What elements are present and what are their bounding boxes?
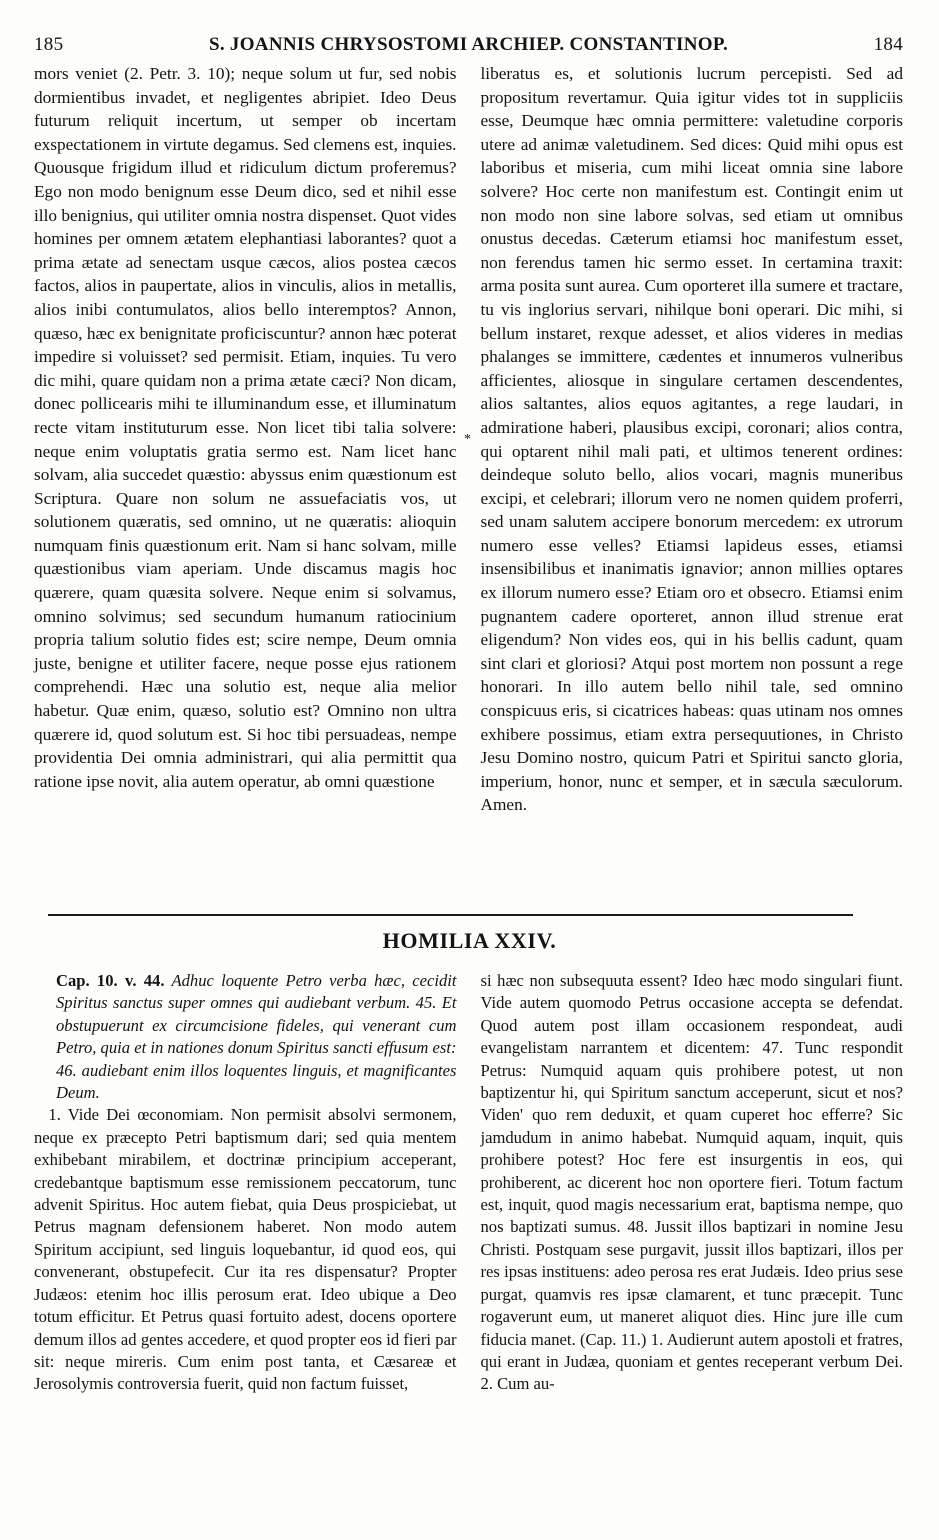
top-right-text: liberatus es, et solutionis lucrum percepisti. Sed ad propositum revertamur. Quia igitur vides tot in suppliciis esse, Deumque hæc omnia permittere: valetudine corporis utere ad animæ valetudinem. Sed dices: Quid mihi opus est laboribus et miseria, cum mihi liceat omnia sine labore solvere? Hoc certe non manifestum est. Contingit enim ut non modo non sine labore solvas, sed etiam ut omnibus onustus decedas. Cæterum etiamsi hoc manifestum esset, non ferendus tamen hic sermo esset. In certamina traxit: arma posita sunt aurea. Cum oporteret illa sumere et tractare, tu vis inglorius servari, nihilque boni operari. Dic mihi, si bellum instaret, rexque adesset, et alios videres in medias phalanges se immittere, cædentes et innumeros vulneribus afficientes, aliosque in singulare certamen descendentes, alios saltantes, alios equos agitantes, a rege laudari, in admiratione haberi, plausibus excipi, coronari; alios contra, qui optarent nihil mali pati, et ultimos tenerent ordines: deindeque soluto bello, alios vocari, magnis muneribus excipi, et celebrari; illorum vero ne nomen quidem proferri, sed unam salutem accipere bonorum mercedem: ex utrorum numero esse velles? Etiamsi lapideus esses, etiamsi insensibilibus et inanimatis ignavior; annon millies optares ex illorum numero esse? Etiam oro et obsecro. Etiamsi enim pugnantem cadere oporteret, annon illud strenue erat eligendum? Non vides eos, qui in his bellis cadunt, quam sint clari et gloriosi? Atqui post mortem non possunt a rege honorari. In illo autem bello nihil tale, sed omnino conspicuus eris, si cicatrices habeas: quas utinam nos omnes exhibere possimus, etiam extra persequutiones, in Christo Jesu Domino nostro, quicum Patri et Spiritui sancto gloria, imperium, honor, nunc et semper, et in sæcula sæculorum. Amen. — [480, 64, 903, 815]
homily-paragraph-1 — [34, 1104, 457, 1395]
bottom-left-column — [34, 970, 457, 1530]
homily-right-text: si hæc non subsequuta essent? Ideo hæc modo singulari fiunt. Vide autem quomodo Petrus occasione accepta se defendat. Quod autem post illam occasionem respondeat, audi evangelistam narrantem et dicentem: 47. Tunc respondit Petrus: Numquid aquam quis prohibere potest, ut non baptizentur hi, qui Spiritum sanctum acceperunt, sicut et nos? Viden' quo rem deduxit, et quam cuperet hoc efferre? Sic jamdudum in animo habebat. Numquid aquam, inquit, quis prohibere potest? Hoc fere est insurgentis in eos, qui prohiberent, ac dicerent hoc non oportere fieri. Totum factum est, inquit, quod magis necessarium erat, baptisma nempe, quo nos baptizati sumus. 48. Jussit illos baptizari in nomine Jesu Christi. Postquam sese purgavit, jussit illos baptizari, illos per res ipsas instituens: adeo perosa res erat Judæis. Ideo prius sese purgat, quamvis res ipsæ clamarent, et tunc præcepit. Tunc rogaverunt eum, ut maneret aliquot dies. Hinc jure ille cum fiducia manet. (Cap. 11.) 1. Audierunt autem apostoli et fratres, qui erant in Judæa, quoniam et gentes receperant verbum Dei. 2. Cum au- — [480, 971, 903, 1394]
lemma-reference: Cap. 10. v. 44. — [56, 971, 165, 990]
page-number-right: 184 — [873, 34, 903, 55]
top-columns — [34, 62, 903, 910]
homily-title: HOMILIA XXIV. — [382, 928, 557, 953]
top-left-text: mors veniet (2. Petr. 3. 10); neque solum ut fur, sed nobis dormientibus invadet, et negligentes abripiet. Ideo Deus futurum reliquit incertum, ut semper ob incertam exspectationem in virtute degamus. Sed clemens est, inquies. Quousque frigidum illud et ridiculum dictum proferemus? Ego non modo benignum esse Deum dico, sed et nihil esse illo benignius, qui utiliter omnia nostra dispenset. Quot vides homines per omnem ætatem elephantiasi laborantes? quot a prima ætate ad senectam usque cæcos, alios postea cæcos factos, alios in paupertate, alios in vinculis, alios in metallis, alios inibi contumulatos, alios bello interemptos? Annon, quæso, hæc ex benignitate proficiscuntur? annon hæc poterat impedire si voluisset? sed permisit. Etiam, inquies. Tu vero dic mihi, quare quidam non a prima ætate cæci? Non dicam, donec pollicearis mihi te illuminandum esse, et illuminatum recte vitam instituturum esse. Non licet tibi talia solvere: neque enim voluptatis gratia sermo est. Nam licet hanc solvam, alia succedet quæstio: abyssus enim quæstionum est Scriptura. Quare non solum ne assuefaciatis vos, ut solutionem quæratis, sed omnino, ut ne quæratis: alioquin numquam finis quæstionum erit. Nam si hanc solvam, mille quæstionibus viam aperiam. Unde discamus magis hoc quærere, quam quæsita solvere. Neque enim si solvamus, omnino solvimus; sed secundum humanum ratiocinium propria talium solutio fides est; scire nempe, Deum omnia juste, benigne et utiliter facere, neque posse ejus rationem comprehendi. Hæc una solutio est, neque alia melior habetur. Quæ enim, quæso, solutio est? Omnino non ultra quærere id, quod solutum est. Si hoc tibi persuadeas, nempe providentia Dei omnia administrari, qui alia permittit qua ratione ipse novit, alia autem operatur, ab omni quæstione — [34, 64, 457, 791]
scripture-lemma — [34, 970, 457, 1104]
top-right-column — [481, 62, 904, 910]
bottom-columns — [34, 970, 903, 1530]
bottom-right-column — [481, 970, 904, 1530]
homily-left-text: Vide Dei œconomiam. Non permisit absolvi sermonem, neque ex præcepto Petri baptismum dari; sed quia mentem exhibebant mirabilem, et doctrinæ principium acceperant, credebantque baptismum esse remissionem peccatorum, tunc advenit Spiritus. Hoc autem fiebat, quia Deus prospiciebat, ut Petrus magnam defensionem haberet. Non modo autem Spiritum accipiunt, sed linguis loquebantur, id quod eos, qui convenerant, obstupefecit. Cur ita res dispensatur? Propter Judæos: etenim hoc illis perosum erat. Ideo ubique a Deo totum efficitur. Et Petrus quasi fortuito adest, docens oportere demum illos ad gentes accedere, et quod propter eos id fieri par sit: neque mireris. Cum enim post tanta, et Cæsareæ et Jerosolymis controversia fuerit, quid non factum fuisset, — [34, 1105, 457, 1394]
running-header — [34, 34, 903, 60]
running-title: S. JOANNIS CHRYSOSTOMI ARCHIEP. CONSTANTINOP. — [208, 34, 729, 55]
top-left-column — [34, 62, 457, 910]
page-number-left: 185 — [34, 34, 64, 55]
lemma-text: Adhuc loquente Petro verba hæc, cecidit Spiritus sanctus super omnes qui audiebant verbum. 45. Et obstupuerunt ex circumcisione fideles, qui venerant cum Petro, quia et in nationes donum Spiritus sancti effusum est: 46. audiebant enim illos loquentes linguis, et magnificantes Deum. — [56, 971, 457, 1103]
paragraph-number: 1. — [48, 1105, 61, 1125]
section-divider — [48, 914, 853, 916]
margin-mark: * — [464, 432, 471, 447]
